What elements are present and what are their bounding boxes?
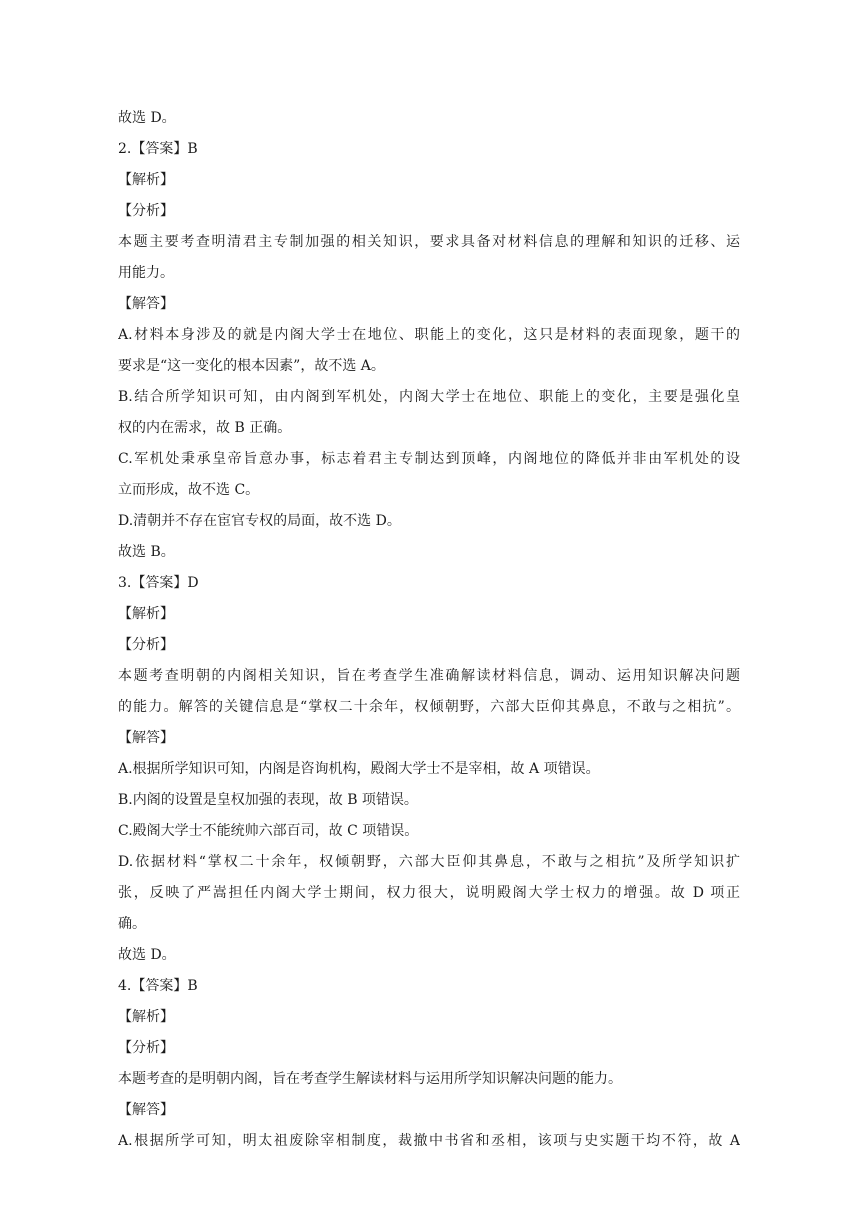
text-line: 的能力。解答的关键信息是“掌权二十余年，权倾朝野，六部大臣仰其鼻息，不敢与之相抗”。 [118,699,740,715]
section-heading: 【分析】 [118,637,174,653]
section-heading: 【分析】 [118,1040,174,1056]
text-line: 本题主要考查明清君主专制加强的相关知识，要求具备对材料信息的理解和知识的迁移、运 [118,234,740,250]
text-line: A.根据所学可知，明太祖废除宰相制度，裁撤中书省和丞相，该项与史实题干均不符，故 A [118,1133,740,1149]
text-line: B.内阁的设置是皇权加强的表现，故 B 项错误。 [118,792,418,808]
answer-line: 2.【答案】B [118,141,198,157]
text-line: 立而形成，故不选 C。 [118,482,260,498]
section-heading: 【解析】 [118,172,174,188]
section-heading: 【解答】 [118,730,174,746]
section-heading: 【解答】 [118,1102,174,1118]
text-line: B.结合所学知识可知，由内阁到军机处，内阁大学士在地位、职能上的变化，主要是强化皇 [118,389,740,405]
answer-line: 3.【答案】D [118,575,199,591]
text-line: 故选 D。 [118,947,176,963]
text-line: 本题考查的是明朝内阁，旨在考查学生解读材料与运用所学知识解决问题的能力。 [118,1071,622,1087]
text-line: A.材料本身涉及的就是内阁大学士在地位、职能上的变化，这只是材料的表面现象，题干的 [118,327,740,343]
text-line: 要求是“这一变化的根本因素”，故不选 A。 [118,358,385,374]
text-line: A.根据所学知识可知，内阁是咨询机构，殿阁大学士不是宰相，故 A 项错误。 [118,761,600,777]
text-line: D.清朝并不存在宦官专权的局面，故不选 D。 [118,513,401,529]
section-heading: 【解答】 [118,296,174,312]
document-page [118,103,740,1157]
section-heading: 【解析】 [118,1009,174,1025]
text-line: 权的内在需求，故 B 正确。 [118,420,292,436]
text-line: C.军机处秉承皇帝旨意办事，标志着君主专制达到顶峰，内阁地位的降低并非由军机处的设 [118,451,740,467]
text-line: 故选 B。 [118,544,175,560]
text-line: 故选 D。 [118,110,176,126]
text-line: 本题考查明朝的内阁相关知识，旨在考查学生准确解读材料信息，调动、运用知识解决问题 [118,668,740,684]
text-line: C.殿阁大学士不能统帅六部百司，故 C 项错误。 [118,823,419,839]
section-heading: 【分析】 [118,203,174,219]
text-line: 确。 [118,916,146,932]
answer-line: 4.【答案】B [118,978,198,994]
text-line: 张，反映了严嵩担任内阁大学士期间，权力很大，说明殿阁大学士权力的增强。故 D 项正 [118,885,740,901]
text-line: 用能力。 [118,265,174,281]
text-line: D.依据材料“掌权二十余年，权倾朝野，六部大臣仰其鼻息，不敢与之相抗”及所学知识扩 [118,854,740,870]
section-heading: 【解析】 [118,606,174,622]
